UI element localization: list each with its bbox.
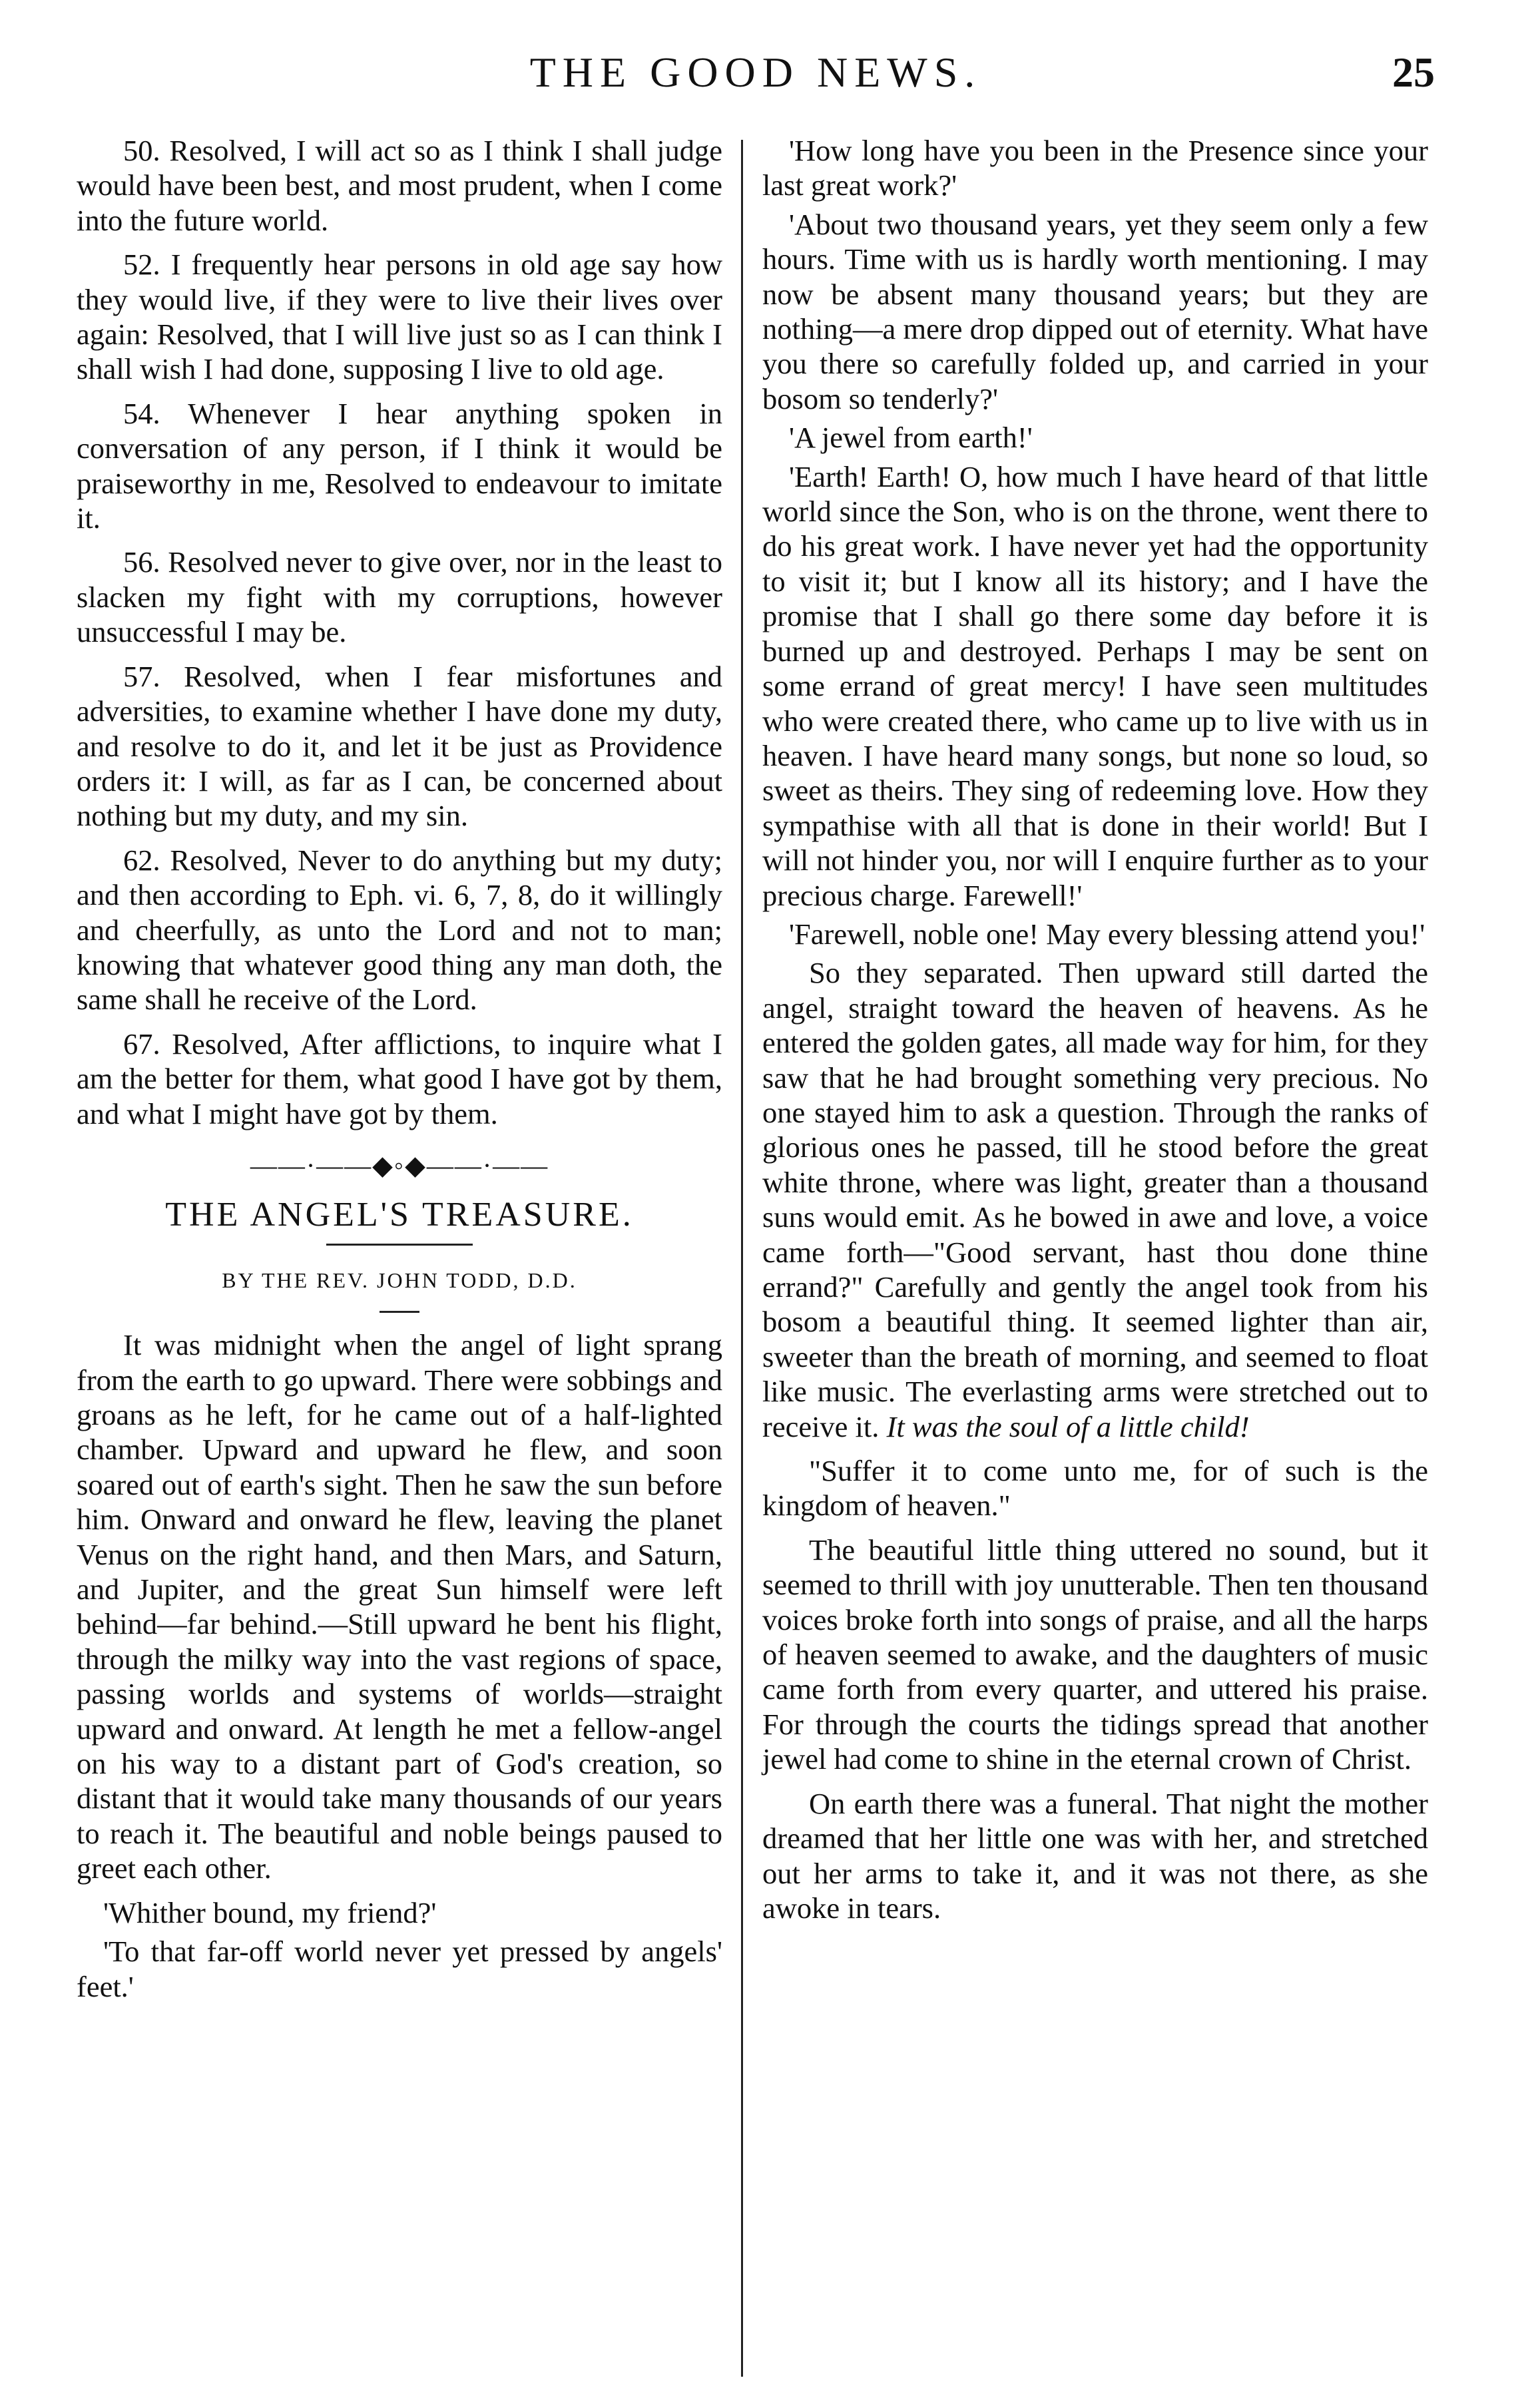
article-title: THE ANGEL'S TREASURE. (165, 1196, 634, 1234)
page-header (77, 48, 1435, 121)
byline-rule (380, 1311, 419, 1313)
story-paragraph: On earth there was a funeral. That night the mother dreamed that her little one was with her, and stretched out her arms to take it, and it was not there, as she awoke in tears. (762, 1786, 1428, 1925)
story-paragraph: "Suffer it to come unto me, for of such is the kingdom of heaven." (762, 1454, 1428, 1523)
running-title: THE GOOD NEWS. (529, 49, 982, 96)
story-paragraph: The beautiful little thing uttered no sound, but it seemed to thrill with joy unutterable. Then ten thousand voices broke forth into songs of praise, and all the harps of heaven seemed to awake, and the daughters of music came forth from every quarter, and uttered his praise. For through the courts the tidings spread that another jewel had come to shine in the eternal crown of Christ. (762, 1533, 1428, 1776)
resolution-paragraph: 62. Resolved, Never to do anything but my duty; and then according to Eph. vi. 6, 7, 8, do it willingly and cheerfully, as unto the Lord and not to man; knowing that whatever good thing any man doth, the same shall he receive of the Lord. (77, 843, 722, 1017)
dialog-line: 'Whither bound, my friend?' (103, 1895, 437, 1929)
dialog-line: 'A jewel from earth!' (789, 421, 1033, 455)
resolution-paragraph: 67. Resolved, After afflictions, to inquire what I am the better for them, what good I have got by them, and what I might have got by them. (77, 1027, 722, 1130)
column-divider (741, 140, 743, 2377)
dialog-line: 'Farewell, noble one! May every blessing attend you!' (789, 917, 1425, 951)
resolution-paragraph: 52. I frequently hear persons in old age say how they would live, if they were to live their lives over again: Resolved, that I will live just so as I can think I shall wish I had done, supposing I live to old age. (77, 248, 722, 386)
dialog-line: 'How long have you been in the Presence since your last great work?' (762, 134, 1428, 202)
resolution-paragraph: 56. Resolved never to give over, nor in the least to slacken my fight with my corruptions, however unsuccessful I may be. (77, 545, 722, 649)
story-paragraph: It was midnight when the angel of light sprang from the earth to go upward. There were sobbings and groans as he left, for he came out of a half-lighted chamber. Upward and upward he flew, and soon soared out of earth's sight. Then he saw the sun before him. Onward and onward he flew, leaving the planet Venus on the right hand, and then Mars, and Saturn, and Jupiter, and the great Sun himself were left behind—far behind.—Still upward he bent his flight, through the milky way into the vast regions of space, passing worlds and systems of worlds—straight upward and onward. At length he met a fellow-angel on his way to a distant part of God's creation, so distant that it would take many thousands of our years to reach it. The beautiful and noble beings paused to greet each other. (77, 1328, 722, 1885)
italic-emphasis: It was the soul of a little child! (886, 1409, 1250, 1443)
dialog-line: 'About two thousand years, yet they seem only a few hours. Time with us is hardly worth mentioning. I may now be absent many thousand years; but they are nothing—a mere drop dipped out of eternity. What have you there so carefully folded up, and carried in your bosom so tenderly?' (762, 207, 1428, 415)
dialog-line: 'To that far-off world never yet pressed by angels' feet.' (77, 1935, 722, 2003)
right-column (762, 133, 1428, 1935)
section-ornament: ——·——◆◦◆——·—— (250, 1150, 549, 1180)
resolution-paragraph: 54. Whenever I hear anything spoken in conversation of any person, if I think it would be praiseworthy in me, Resolved to endeavour to imitate it. (77, 396, 722, 535)
title-rule (326, 1244, 473, 1246)
story-text: So they separated. Then upward still darted the angel, straight toward the heaven of heavens. As he entered the golden gates, all made way for him, for they saw that he had brought something very precious. No one stayed him to ask a question. Through the ranks of glorious ones he passed, till he stood before the great white throne, where was light, greater than a thousand suns would emit. As he bowed in awe and love, a voice came forth—"Good servant, hast thou done thine errand?" Carefully and gently the angel took from his bosom a beautiful thing. It seemed lighter than air, sweeter than the breath of morning, and seemed to float like music. The everlasting arms were stretched out to receive it. (762, 956, 1428, 1443)
resolution-paragraph: 57. Resolved, when I fear misfortunes and adversities, to examine whether I have done my duty, and resolve to do it, and let it be just as Providence orders it: I will, as far as I can, be concerned about nothing but my duty, and my sin. (77, 659, 722, 833)
dialog-line: 'Earth! Earth! O, how much I have heard of that little world since the Son, who is on the throne, went there to do his great work. I have never yet had the opportunity to visit it; but I know all its history; and I have the promise that I shall go there some day before it is burned up and destroyed. Perhaps I may be sent on some errand of great mercy! I have seen multitudes who were created there, who came up to live with us in heaven. I have heard many songs, but none so loud, so sweet as theirs. They sing of redeeming love. How they sympathise with all that is done in their world! But I will not hinder you, nor will I enquire further as to your precious charge. Farewell!' (762, 459, 1428, 912)
resolution-paragraph: 50. Resolved, I will act so as I think I shall judge would have been best, and most prudent, when I come into the future world. (77, 134, 722, 237)
left-column (77, 133, 722, 2008)
page-number: 25 (1392, 49, 1435, 96)
article-byline: BY THE REV. JOHN TODD, D.D. (222, 1268, 577, 1292)
story-paragraph (762, 955, 1428, 1444)
